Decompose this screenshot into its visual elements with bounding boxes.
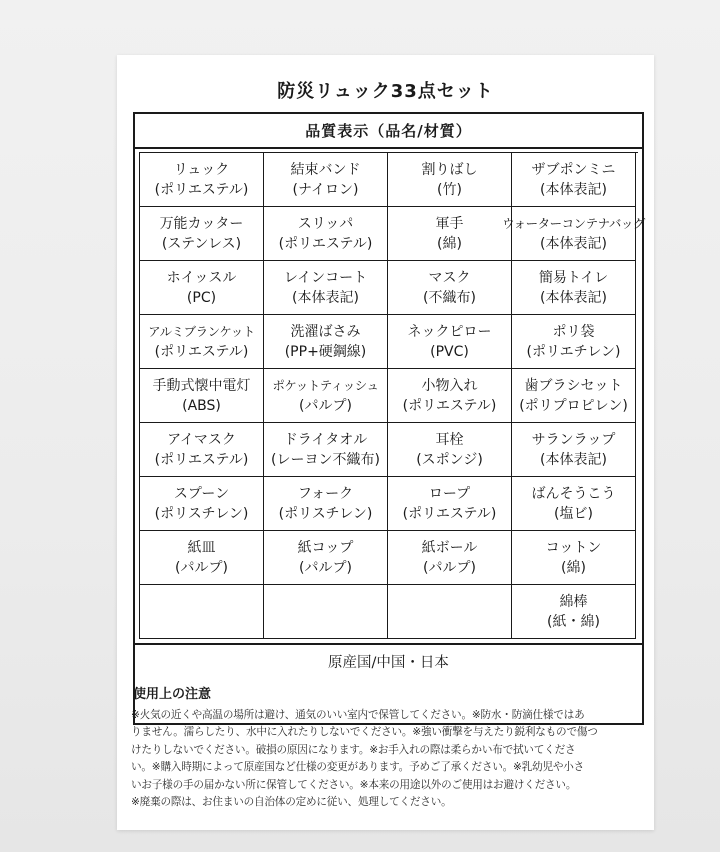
- item-cell: [140, 531, 264, 585]
- notes-body: [131, 707, 645, 811]
- item-material: (パルプ): [423, 559, 476, 576]
- item-material: (PVC): [430, 343, 469, 360]
- quality-table: [133, 112, 644, 725]
- item-cell: [388, 315, 512, 369]
- table-header: 品質表示（品名/材質）: [135, 114, 642, 149]
- item-material: (竹): [437, 181, 462, 198]
- item-material: (パルプ): [299, 397, 352, 414]
- item-material: (ポリエチレン): [526, 343, 621, 360]
- item-cell: [140, 423, 264, 477]
- item-cell: [512, 369, 636, 423]
- item-material: (本体表記): [540, 235, 607, 252]
- item-cell: [502, 207, 645, 261]
- item-cell: [264, 261, 388, 315]
- item-cell: [264, 477, 388, 531]
- notes-line: りません。濡らしたり、水中に入れたりしないでください。※強い衝撃を与えたり鋭利なもので傷つ: [131, 726, 598, 739]
- item-name: サランラップ: [531, 431, 616, 448]
- notes-line: ※廃棄の際は、お住まいの自治体の定めに従い、処理してください。: [131, 796, 452, 809]
- item-name: 軍手: [435, 215, 464, 232]
- item-name: 歯ブラシセット: [524, 377, 623, 394]
- item-cell: [512, 531, 636, 585]
- item-cell: [140, 369, 264, 423]
- item-name: ザブポンミニ: [531, 161, 616, 178]
- item-name: ネックピロー: [407, 323, 492, 340]
- item-cell: [140, 585, 264, 639]
- item-name: 紙皿: [187, 539, 216, 556]
- item-name: 小物入れ: [421, 377, 478, 394]
- item-material: (PC): [186, 289, 217, 306]
- notes-line: いお子様の手の届かない所に保管してください。※本来の用途以外のご使用はお避けください。: [131, 778, 577, 791]
- item-material: (ポリエステル): [154, 451, 249, 468]
- item-name: ばんそうこう: [531, 485, 616, 502]
- item-name: ドライタオル: [283, 431, 368, 448]
- item-material: (ポリスチレン): [154, 505, 249, 522]
- item-cell: [388, 477, 512, 531]
- item-material: (本体表記): [540, 181, 607, 198]
- item-cell: [140, 477, 264, 531]
- item-material: (ポリプロピレン): [519, 397, 628, 414]
- notes-title: 使用上の注意: [133, 687, 212, 702]
- item-cell: [388, 531, 512, 585]
- item-name: 綿棒: [559, 593, 588, 610]
- item-material: (ポリスチレン): [278, 505, 373, 522]
- item-cell: [264, 315, 388, 369]
- item-name: 簡易トイレ: [538, 269, 609, 286]
- notes-line: けたりしないでください。破損の原因になります。※お手入れの際は柔らかい布で拭いてくださ: [131, 743, 576, 756]
- item-cell: [264, 153, 388, 207]
- item-name: ポケットティッシュ: [272, 377, 379, 393]
- item-cell: [512, 315, 636, 369]
- item-cell: [264, 207, 388, 261]
- item-name: 紙コップ: [297, 539, 354, 556]
- item-cell: [512, 423, 636, 477]
- item-material: (本体表記): [292, 289, 359, 306]
- item-cell: [140, 315, 264, 369]
- item-material: (不織布): [423, 289, 476, 306]
- item-name: 紙ボール: [421, 539, 478, 556]
- item-name: マスク: [428, 269, 471, 286]
- item-cell: [388, 585, 512, 639]
- item-material: (PP+硬鋼線): [284, 343, 367, 360]
- item-material: (パルプ): [299, 559, 352, 576]
- item-material: (ポリエステル): [402, 397, 497, 414]
- item-material: (レーヨン不織布): [271, 451, 380, 468]
- quality-label-sheet: [117, 55, 654, 830]
- item-cell: [140, 207, 264, 261]
- item-material: (綿): [561, 559, 586, 576]
- notes-line: い。※購入時期によって原産国など仕様の変更があります。予めご了承ください。※乳幼児や小さ: [131, 761, 585, 774]
- item-name: 万能カッター: [159, 215, 244, 232]
- item-name: 耳栓: [435, 431, 464, 448]
- item-name: 割りばし: [421, 161, 478, 178]
- item-name: ウォーターコンテナバッグ: [502, 215, 645, 231]
- item-name: ポリ袋: [552, 323, 595, 340]
- item-material: (ABS): [182, 397, 221, 414]
- item-name: アイマスク: [167, 431, 236, 448]
- item-cell: [264, 531, 388, 585]
- item-cell: [264, 585, 388, 639]
- item-material: (ポリエステル): [154, 343, 249, 360]
- item-material: (本体表記): [540, 451, 607, 468]
- sheet-title: 防災リュック33点セット: [277, 81, 494, 102]
- item-name: リュック: [173, 161, 230, 178]
- item-cell: [388, 207, 512, 261]
- item-material: (ポリエステル): [278, 235, 373, 252]
- item-material: (ステンレス): [161, 235, 242, 252]
- item-name: 洗濯ばさみ: [290, 323, 361, 340]
- item-name: レインコート: [283, 269, 368, 286]
- item-material: (塩ビ): [554, 505, 593, 522]
- item-name: コットン: [545, 539, 602, 556]
- item-cell: [140, 153, 264, 207]
- item-cell: [264, 369, 388, 423]
- item-cell: [512, 585, 636, 639]
- item-name: ホイッスル: [166, 269, 237, 286]
- item-name: ロープ: [428, 485, 471, 502]
- item-cell: [388, 153, 512, 207]
- item-name: アルミブランケット: [148, 323, 255, 339]
- item-material: (綿): [437, 235, 462, 252]
- item-material: (紙・綿): [547, 613, 600, 630]
- item-material: (パルプ): [175, 559, 228, 576]
- item-cell: [512, 153, 636, 207]
- notes-line: ※火気の近くや高温の場所は避け、通気のいい室内で保管してください。※防水・防滴仕様ではあ: [131, 709, 585, 721]
- item-cell: [388, 369, 512, 423]
- item-name: フォーク: [297, 485, 354, 502]
- item-name: スリッパ: [297, 215, 354, 232]
- item-material: (スポンジ): [416, 451, 483, 468]
- item-material: (本体表記): [540, 289, 607, 306]
- item-material: (ポリエステル): [402, 505, 497, 522]
- item-cell: [388, 423, 512, 477]
- item-name: 手動式懐中電灯: [152, 377, 251, 394]
- item-cell: [388, 261, 512, 315]
- item-cell: [140, 261, 264, 315]
- item-cell: [264, 423, 388, 477]
- item-material: (ポリエステル): [154, 181, 249, 198]
- item-cell: [512, 261, 636, 315]
- item-grid: [139, 152, 645, 639]
- origin-row: 原産国/中国・日本: [135, 643, 642, 678]
- item-name: 結束バンド: [290, 161, 361, 178]
- item-cell: [512, 477, 636, 531]
- item-name: スプーン: [173, 485, 230, 502]
- item-material: (ナイロン): [292, 181, 359, 198]
